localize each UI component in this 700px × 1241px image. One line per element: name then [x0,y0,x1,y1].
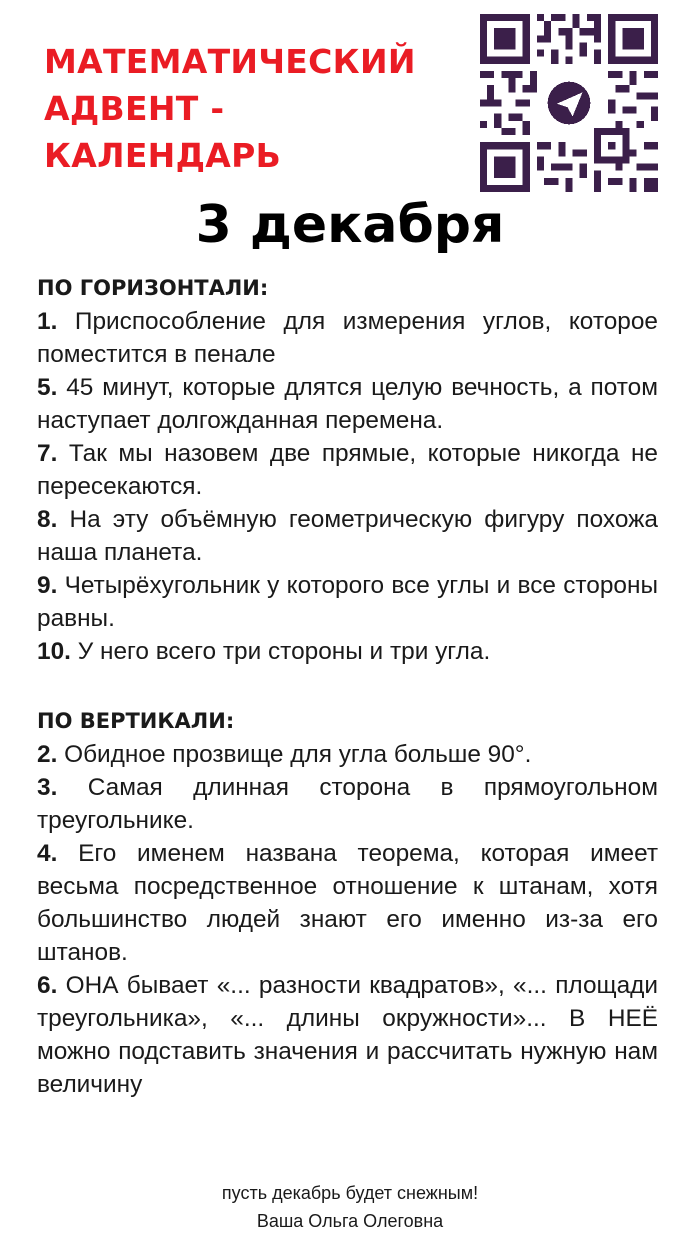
clue-text: 45 минут, которые длятся целую вечность, а потом наступает долгожданная перемена. [37,374,658,434]
horizontal-title: ПО ГОРИЗОНТАЛИ: [37,276,269,300]
clue-horizontal-5 [37,371,658,437]
crossword-clues [37,268,658,1101]
clue-text: Так мы назовем две прямые, которые никогда не пересекаются. [37,440,658,500]
clue-text: Обидное прозвище для угла больше 90°. [57,741,532,768]
page-title [44,38,484,179]
clue-horizontal-9 [37,569,658,635]
clue-number: 6. [37,972,58,999]
title-line-1: МАТЕМАТИЧЕСКИЙ [44,42,416,81]
footer-wish: пусть декабрь будет снежным! [221,1183,479,1203]
clue-number: 7. [37,440,58,467]
footer-signature: Ваша Ольга Олеговна [256,1211,444,1231]
signature-footer [0,1179,700,1235]
title-line-2: АДВЕНТ - [44,89,225,128]
clue-vertical-4 [37,837,658,969]
clue-number: 9. [37,572,58,599]
clue-number: 1. [37,308,58,335]
clue-horizontal-10 [37,635,658,668]
clue-number: 2. [37,741,58,768]
clue-horizontal-7 [37,437,658,503]
qr-finder-top-left [480,14,530,64]
qr-finder-top-right [608,14,658,64]
clue-number: 5. [37,374,58,401]
vertical-title: ПО ВЕРТИКАЛИ: [37,709,235,733]
date-heading: 3 декабря [195,195,505,255]
clue-vertical-3 [37,771,658,837]
clue-vertical-2 [37,738,658,771]
clue-text: На эту объёмную геометрическую фигуру похожа наша планета. [37,506,658,566]
qr-finder-bottom-left [480,142,530,192]
clue-text: Четырёхугольник у которого все углы и все стороны равны. [37,572,658,632]
title-line-3: КАЛЕНДАРЬ [44,136,282,175]
clue-horizontal-8 [37,503,658,569]
clue-text: Приспособление для измерения углов, которое поместится в пенале [37,308,658,368]
section-spacer [37,668,658,701]
clue-text: Его именем названа теорема, которая имеет весьма посредственное отношение к штанам, хотя большинство людей знают его именно из-за его штанов. [37,840,658,966]
clue-text: У него всего три стороны и три угла. [70,638,491,665]
clue-vertical-6 [37,969,658,1101]
clue-text: Самая длинная сторона в прямоугольном треугольнике. [37,774,658,834]
clue-number: 4. [37,840,58,867]
clue-text: ОНА бывает «... разности квадратов», «... площади треугольника», «... длины окружности»... В НЕЁ можно подставить значения и рассчитать нужную нам величину [37,972,658,1098]
clue-number: 3. [37,774,58,801]
clue-number: 10. [37,638,71,665]
clue-number: 8. [37,506,58,533]
clue-horizontal-1 [37,305,658,371]
qr-code[interactable] [480,14,658,192]
